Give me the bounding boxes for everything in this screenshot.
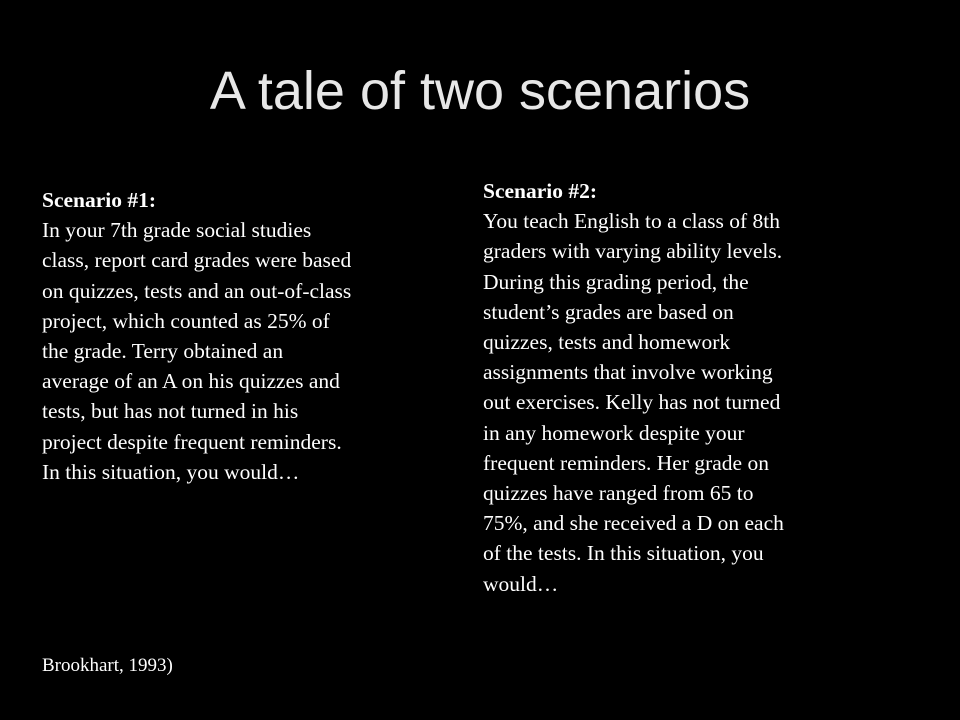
scenario-2-block [483,176,883,599]
scenario-1-heading: Scenario #1: [42,188,157,212]
citation: Brookhart, 1993) [42,655,173,676]
scenario-1-text: In your 7th grade social studies class, report card grades were based on quizzes, tests and an out-of-class project, which counted as 25% of the grade. Terry obtained an average of an A on his quizzes and tests, but has not turned in his project despite frequent reminders. In this situation, you would… [42,218,352,484]
scenario-1-block [42,185,442,487]
slide-title: A tale of two scenarios [209,61,751,121]
scenario-2-text: You teach English to a class of 8th graders with varying ability levels. During this grading period, the student’s grades are based on quizzes, tests and homework assignments that involve working out exercises. Kelly has not turned in any homework despite your frequent reminders. Her grade on quizzes have ranged from 65 to 75%, and she received a D on each of the tests. In this situation, you would… [483,209,784,596]
scenario-2-heading: Scenario #2: [483,179,598,203]
